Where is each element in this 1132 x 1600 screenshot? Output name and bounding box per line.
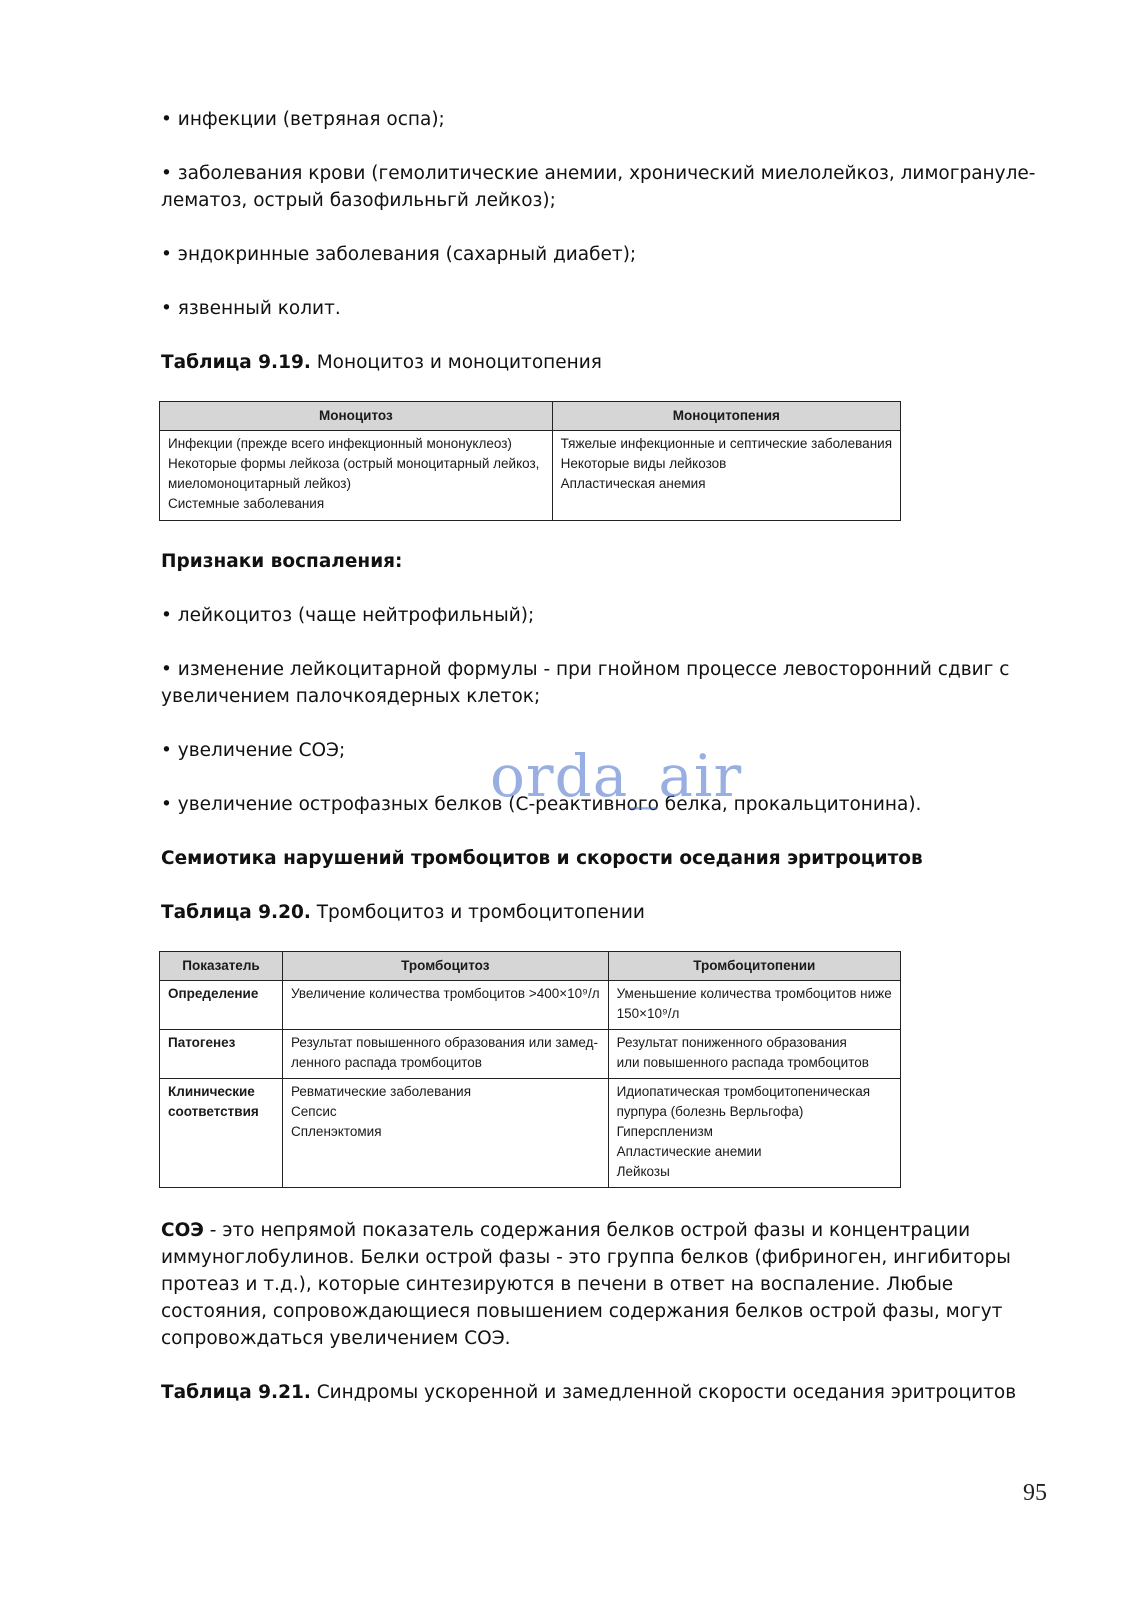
cell-line: Некоторые формы лейкоза (острый моноцитарный лейкоз, xyxy=(168,456,540,471)
row-label xyxy=(160,1079,283,1188)
cell-line: Результат пониженного образования xyxy=(616,1035,847,1050)
cell-line: Гиперспленизм xyxy=(616,1124,713,1139)
bullet-item-continuation: лематоз, острый базофильньгй лейкоз); xyxy=(161,190,556,211)
paragraph-line: состояния, сопровождающиеся повышением содержания белков острой фазы, могут xyxy=(161,1301,1003,1322)
table-header: Тромбоцитопении xyxy=(608,952,900,981)
table-title: Моноцитоз и моноцитопения xyxy=(310,352,602,373)
row-label xyxy=(160,981,283,1030)
row-label xyxy=(160,1030,283,1079)
cell-line: миеломоноцитарный лейкоз) xyxy=(168,476,351,491)
cell-line: Апластические анемии xyxy=(616,1144,762,1159)
heading-text: Семиотика нарушений тромбоцитов и скорости оседания эритроцитов xyxy=(161,848,923,869)
table-cell xyxy=(283,1079,609,1188)
cell-line: 150×10⁹/л xyxy=(616,1006,680,1021)
paragraph-line: сопровождаться увеличением СОЭ. xyxy=(161,1328,511,1349)
cell-line: Тяжелые инфекционные и септические заболевания xyxy=(560,436,892,451)
term: СОЭ xyxy=(161,1220,204,1241)
cell-line: Инфекции (прежде всего инфекционный мононуклеоз) xyxy=(168,436,512,451)
cell-line: пурпура (болезнь Верльгофа) xyxy=(616,1104,804,1119)
bullet-item: • эндокринные заболевания (сахарный диабет); xyxy=(161,244,637,265)
section-heading xyxy=(161,548,1021,575)
paragraph-line: протеаз и т.д.), которые синтезируются в печени в ответ на воспаление. Любые xyxy=(161,1274,954,1295)
bullet-item-continuation: увеличением палочкоядерных клеток; xyxy=(161,686,541,707)
cell-line: Сепсис xyxy=(291,1104,337,1119)
table-header: Моноцитоз xyxy=(160,402,553,431)
cell-line: Определение xyxy=(168,986,259,1001)
table-caption xyxy=(161,349,1021,376)
watermark: orda_air xyxy=(490,742,743,810)
paragraph-line xyxy=(161,1217,1021,1244)
table-number: Таблица 9.20. xyxy=(161,902,311,923)
table-cell xyxy=(283,1030,609,1079)
bullet-item: • увеличение острофазных белков (С-реактивного белка, прокальцитонина). xyxy=(161,794,922,815)
table-cell xyxy=(608,1079,900,1188)
bullet-item: • инфекции (ветряная оспа); xyxy=(161,109,445,130)
bullet-item: • увеличение СОЭ; xyxy=(161,740,346,761)
bullet-item: • изменение лейкоцитарной формулы - при гнойном процессе левосторонний сдвиг с xyxy=(161,659,1010,680)
cell-line: Некоторые виды лейкозов xyxy=(560,456,727,471)
table-row xyxy=(160,1079,901,1188)
cell-line: Патогенез xyxy=(168,1035,236,1050)
table-cell xyxy=(608,1030,900,1079)
page-number: 95 xyxy=(1023,1480,1047,1506)
table-header: Моноцитопения xyxy=(552,402,900,431)
table-title: Синдромы ускоренной и замедленной скорости оседания эритроцитов xyxy=(310,1382,1017,1403)
heading-text: Признаки воспаления: xyxy=(161,551,403,572)
table-cell xyxy=(283,981,609,1030)
table-caption xyxy=(161,899,1021,926)
table-caption xyxy=(161,1379,1021,1406)
cell-line: Системные заболевания xyxy=(168,496,325,511)
cell-line: Ревматические заболевания xyxy=(291,1084,472,1099)
cell-line: Лейкозы xyxy=(616,1164,670,1179)
cell-line: Идиопатическая тромбоцитопеническая xyxy=(616,1084,871,1099)
bullet-item: • заболевания крови (гемолитические анемии, хронический миелолейкоз, лимогрануле- xyxy=(161,163,1036,184)
cell-line: Апластическая анемия xyxy=(560,476,706,491)
table-cell xyxy=(552,431,900,521)
table-title: Тромбоцитоз и тромбоцитопении xyxy=(310,902,645,923)
bullet-item: • лейкоцитоз (чаще нейтрофильный); xyxy=(161,605,535,626)
paragraph-text: - это непрямой показатель содержания белков острой фазы и концентрации xyxy=(203,1220,971,1241)
table-row xyxy=(160,981,901,1030)
bullet-item: • язвенный колит. xyxy=(161,298,341,319)
table-header: Тромбоцитоз xyxy=(283,952,609,981)
thrombocytosis-table xyxy=(159,951,901,1188)
cell-line: соответствия xyxy=(168,1104,259,1119)
cell-line: Спленэктомия xyxy=(291,1124,382,1139)
table-number: Таблица 9.19. xyxy=(161,352,311,373)
table-cell xyxy=(608,981,900,1030)
cell-line: Увеличение количества тромбоцитов >400×10⁹/л xyxy=(291,986,600,1001)
cell-line: Клинические xyxy=(168,1084,255,1099)
table-header: Показатель xyxy=(160,952,283,981)
cell-line: Результат повышенного образования или замед- xyxy=(291,1035,598,1050)
monocytosis-table xyxy=(159,401,901,521)
cell-line: Уменьшение количества тромбоцитов ниже xyxy=(616,986,892,1001)
table-number: Таблица 9.21. xyxy=(161,1382,311,1403)
cell-line: или повышенного распада тромбоцитов xyxy=(616,1055,869,1070)
table-row xyxy=(160,1030,901,1079)
section-heading xyxy=(161,845,1021,872)
paragraph-line: иммуноглобулинов. Белки острой фазы - это группа белков (фибриноген, ингибиторы xyxy=(161,1247,1011,1268)
cell-line: ленного распада тромбоцитов xyxy=(291,1055,482,1070)
table-cell xyxy=(160,431,553,521)
